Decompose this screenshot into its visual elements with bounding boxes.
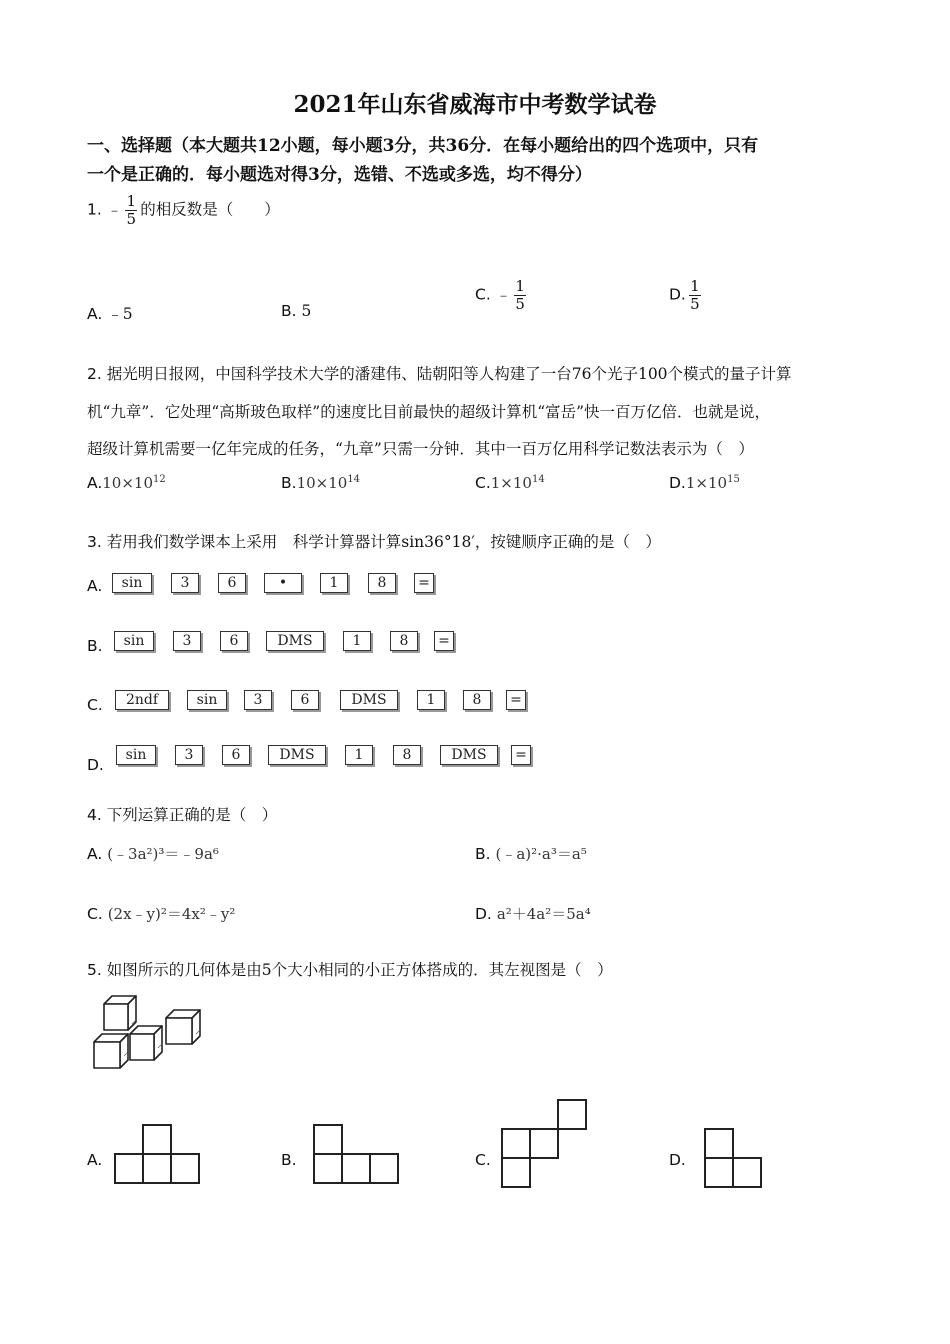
q5-option-b-label[interactable]: B. bbox=[281, 1151, 297, 1169]
key-8: 8 bbox=[393, 745, 421, 765]
key-equals: = bbox=[506, 690, 526, 710]
question-4: 4. 下列运算正确的是（ ） bbox=[87, 806, 278, 824]
key-sin: sin bbox=[116, 745, 156, 765]
q5-option-d-label[interactable]: D. bbox=[669, 1151, 686, 1169]
q1-option-a[interactable]: A. ﹣5 bbox=[87, 305, 133, 323]
key-6: 6 bbox=[218, 573, 246, 593]
q4-option-a[interactable]: A. (﹣3a²)³＝﹣9a⁶ bbox=[87, 845, 219, 863]
key-dot: • bbox=[264, 573, 302, 593]
page-title: 2021年山东省威海市中考数学试卷 bbox=[293, 91, 657, 118]
negative-sign: ﹣ bbox=[106, 200, 123, 219]
key-3: 3 bbox=[244, 690, 272, 710]
cube-solid-figure bbox=[90, 994, 210, 1074]
key-sin: sin bbox=[114, 631, 154, 651]
key-sin: sin bbox=[112, 573, 152, 593]
key-3: 3 bbox=[173, 631, 201, 651]
q4-option-c[interactable]: C. (2x﹣y)²＝4x²﹣y² bbox=[87, 905, 236, 923]
q2-option-d[interactable]: $D.1\times 10^{15}$ bbox=[669, 474, 740, 492]
key-3: 3 bbox=[175, 745, 203, 765]
question-2-line-3: 超级计算机需要一亿年完成的任务，“九章”只需一分钟．其中一百万亿用科学记数法表示为（ ） bbox=[87, 440, 754, 458]
key-equals: = bbox=[434, 631, 454, 651]
q3-option-b-label[interactable]: B. bbox=[87, 637, 103, 655]
left-view-option-c[interactable] bbox=[501, 1099, 591, 1189]
q3-option-a-label[interactable]: A. bbox=[87, 577, 103, 595]
q5-option-a-label[interactable]: A. bbox=[87, 1151, 103, 1169]
key-1: 1 bbox=[343, 631, 371, 651]
key-6: 6 bbox=[222, 745, 250, 765]
question-text: 的相反数是（ ） bbox=[140, 200, 280, 219]
q1-option-d[interactable]: D. $\frac{1}{5}$ bbox=[669, 277, 700, 313]
key-2ndf: 2ndf bbox=[115, 690, 169, 710]
key-dms: DMS bbox=[440, 745, 498, 765]
q5-option-c-label[interactable]: C. bbox=[475, 1151, 491, 1169]
key-1: 1 bbox=[417, 690, 445, 710]
question-5: 5. 如图所示的几何体是由5个大小相同的小正方体搭成的．其左视图是（ ） bbox=[87, 961, 613, 979]
key-1: 1 bbox=[320, 573, 348, 593]
q2-option-b[interactable]: $B.10\times 10^{14}$ bbox=[281, 474, 361, 492]
key-8: 8 bbox=[390, 631, 418, 651]
key-6: 6 bbox=[220, 631, 248, 651]
key-equals: = bbox=[414, 573, 434, 593]
key-dms: DMS bbox=[266, 631, 324, 651]
key-8: 8 bbox=[368, 573, 396, 593]
section-header-line-1: 一、选择题（本大题共12小题，每小题3分，共36分．在每小题给出的四个选项中，只有 bbox=[87, 136, 759, 156]
key-sin: sin bbox=[187, 690, 227, 710]
q4-option-b[interactable]: B. (﹣a)²·a³＝a⁵ bbox=[475, 845, 587, 863]
key-8: 8 bbox=[463, 690, 491, 710]
question-number: 1. bbox=[87, 200, 102, 219]
q4-option-d[interactable]: D. a²＋4a²＝5a⁴ bbox=[475, 905, 591, 923]
q2-option-a[interactable]: $A.10\times 10^{12}$ bbox=[87, 474, 166, 492]
question-3: 3. 若用我们数学课本上采用 科学计算器计算sin36°18′，按键顺序正确的是（ ） bbox=[87, 533, 661, 551]
key-dms: DMS bbox=[268, 745, 326, 765]
q2-option-c[interactable]: $C.1\times 10^{14}$ bbox=[475, 474, 545, 492]
question-1 bbox=[87, 193, 280, 228]
q3-option-c-label[interactable]: C. bbox=[87, 696, 103, 714]
left-view-option-b[interactable] bbox=[313, 1124, 403, 1186]
q3-option-d-label[interactable]: D. bbox=[87, 756, 104, 774]
left-view-option-d[interactable] bbox=[704, 1128, 766, 1190]
key-dms: DMS bbox=[340, 690, 398, 710]
fraction: $\frac{1}{5}$ bbox=[126, 192, 137, 228]
key-6: 6 bbox=[291, 690, 319, 710]
question-2-line-1: 2. 据光明日报网，中国科学技术大学的潘建伟、陆朝阳等人构建了一台76个光子100个模式的量子计算 bbox=[87, 365, 792, 383]
key-1: 1 bbox=[345, 745, 373, 765]
q1-option-b[interactable]: B. 5 bbox=[281, 302, 312, 320]
key-equals: = bbox=[511, 745, 531, 765]
key-3: 3 bbox=[171, 573, 199, 593]
q1-option-c[interactable]: C. ﹣ $\frac{1}{5}$ bbox=[475, 277, 525, 313]
question-2-line-2: 机“九章”．它处理“高斯玻色取样”的速度比目前最快的超级计算机“富岳”快一百万亿倍．也就是说， bbox=[87, 403, 771, 421]
section-header-line-2: 一个是正确的．每小题选对得3分，选错、不选或多选，均不得分） bbox=[87, 165, 592, 185]
left-view-option-a[interactable] bbox=[114, 1124, 204, 1186]
